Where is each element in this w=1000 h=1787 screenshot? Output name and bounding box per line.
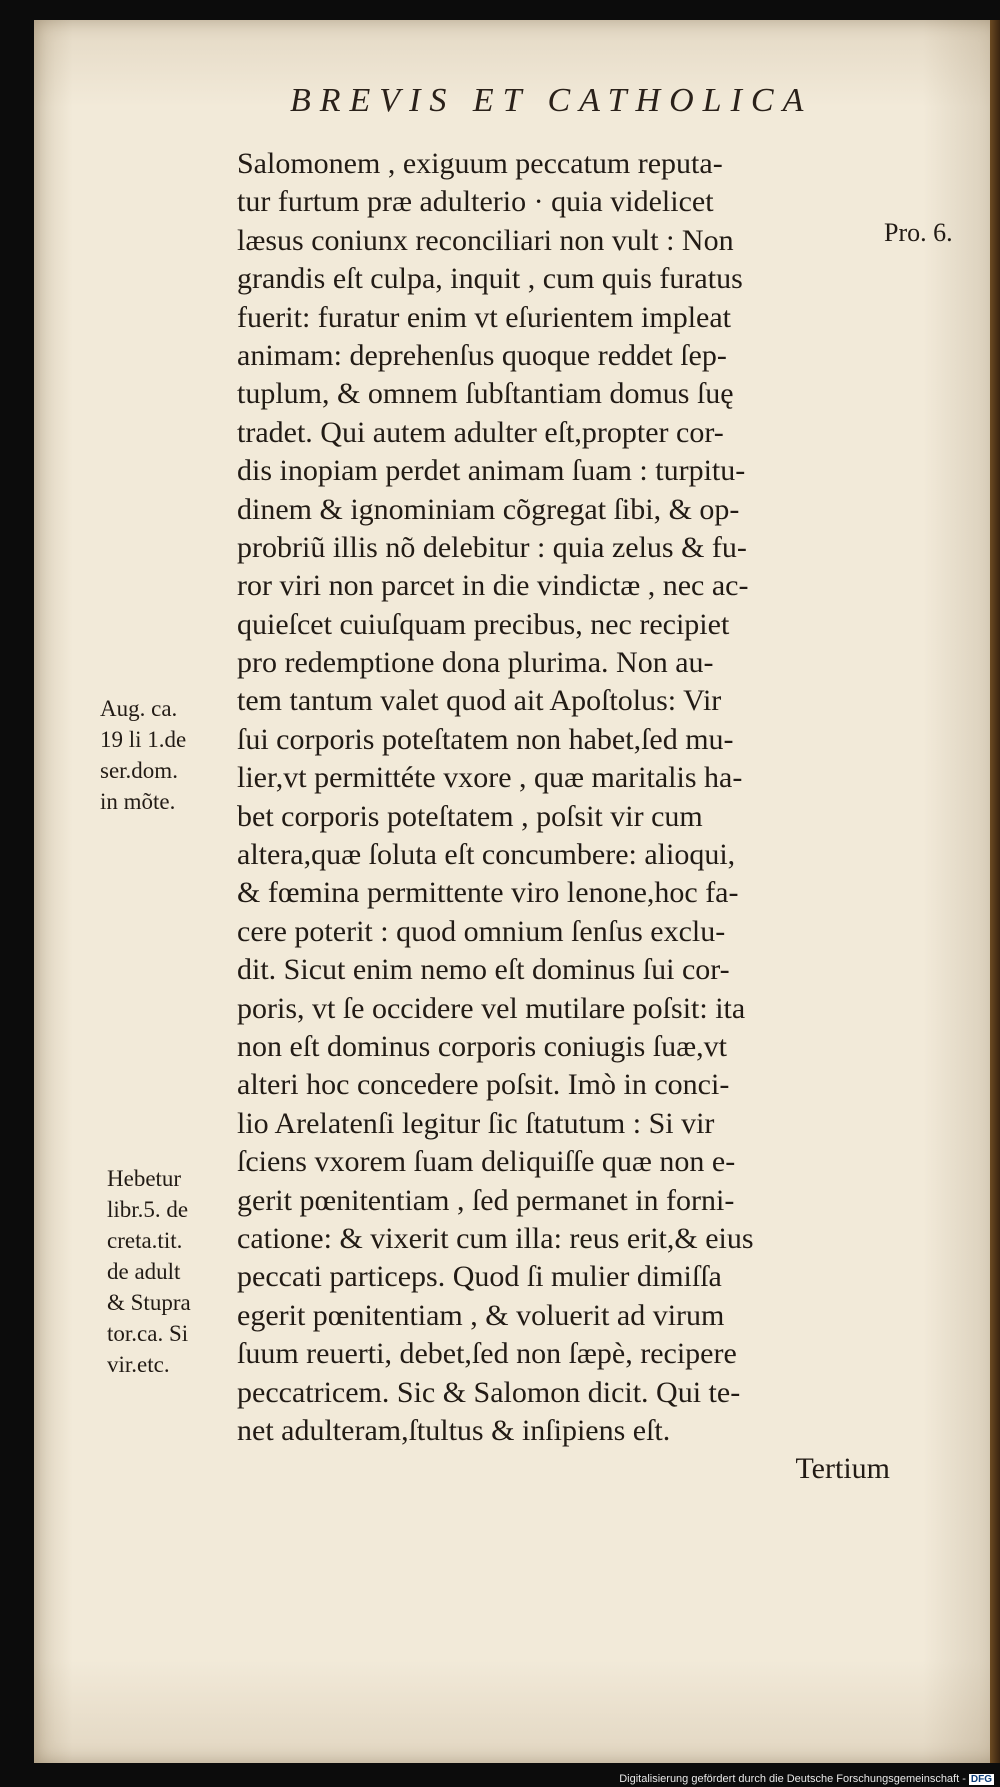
text-line: cere poterit : quod omnium ſenſus exclu- bbox=[237, 914, 726, 948]
text-line: alteri hoc concedere poſsit. Imò in conci- bbox=[237, 1068, 730, 1102]
text-line: bet corporis poteſtatem , poſsit vir cum bbox=[237, 799, 703, 833]
text-line: ſuum reuerti, debet,ſed non ſæpè, recipere bbox=[237, 1337, 737, 1371]
text-line: non eſt dominus corporis coniugis ſuæ,vt bbox=[237, 1029, 727, 1063]
margin-note-line: Aug. ca. bbox=[100, 696, 178, 721]
text-line: ſui corporis poteſtatem non habet,ſed mu- bbox=[237, 722, 734, 756]
margin-note-pro: Pro. 6. bbox=[884, 218, 953, 247]
dfg-logo: DFG bbox=[970, 1774, 992, 1785]
text-line: altera,quæ ſoluta eſt concumbere: alioqui, bbox=[237, 838, 736, 872]
margin-note-line: in mõte. bbox=[100, 789, 176, 814]
margin-note-line: & Stupra bbox=[107, 1290, 191, 1315]
margin-note-line: tor.ca. Si bbox=[107, 1321, 189, 1346]
text-line: ror viri non parcet in die vindictæ , nec ac- bbox=[237, 569, 749, 603]
margin-note-line: de adult bbox=[107, 1259, 181, 1284]
text-line: ſciens vxorem ſuam deliquiſſe quæ non e- bbox=[237, 1145, 736, 1179]
text-line: dit. Sicut enim nemo eſt dominus ſui cor- bbox=[237, 953, 730, 987]
margin-note-line: ser.dom. bbox=[100, 758, 178, 783]
footer-text: Digitalisierung gefördert durch die Deutsche Forschungsgemeinschaft - bbox=[619, 1773, 966, 1785]
text-line: animam: deprehenſus quoque reddet ſep- bbox=[237, 338, 727, 372]
margin-note-augustine bbox=[100, 693, 186, 817]
text-line: peccatricem. Sic & Salomon dicit. Qui te- bbox=[237, 1375, 741, 1409]
text-line: læsus coniunx reconciliari non vult : Non bbox=[237, 223, 734, 257]
text-line: & fœmina permittente viro lenone,hoc fa- bbox=[237, 876, 739, 910]
digitization-footer bbox=[619, 1773, 994, 1785]
text-line: probriũ illis nõ delebitur : quia zelus & fu- bbox=[237, 530, 747, 564]
body-text bbox=[237, 145, 892, 1489]
text-line: dinem & ignominiam cõgregat ſibi, & op- bbox=[237, 492, 740, 526]
margin-note-line: Hebetur bbox=[107, 1166, 182, 1191]
margin-note-line: libr.5. de bbox=[107, 1197, 189, 1222]
text-line: poris, vt ſe occidere vel mutilare poſsit: ita bbox=[237, 991, 746, 1025]
text-line: egerit pœnitentiam , & voluerit ad virum bbox=[237, 1298, 725, 1332]
text-line: tem tantum valet quod ait Apoſtolus: Vir bbox=[237, 684, 722, 718]
text-line: Salomonem , exiguum peccatum reputa- bbox=[237, 147, 723, 180]
book-spine-edge bbox=[990, 20, 1000, 1763]
text-line: tuplum, & omnem ſubſtantiam domus ſuę bbox=[237, 377, 734, 411]
text-line: peccati particeps. Quod ſi mulier dimiſſa bbox=[237, 1260, 722, 1294]
text-line: catione: & vixerit cum illa: reus erit,& eius bbox=[237, 1221, 754, 1255]
text-line: pro redemptione dona plurima. Non au- bbox=[237, 646, 714, 680]
text-line: dis inopiam perdet animam ſuam : turpitu- bbox=[237, 454, 746, 488]
text-line: tur furtum præ adulterio · quia videlicet bbox=[237, 185, 714, 219]
text-line: gerit pœnitentiam , ſed permanet in forni- bbox=[237, 1183, 735, 1217]
text-line: grandis eſt culpa, inquit , cum quis furatus bbox=[237, 262, 743, 296]
margin-note-line: creta.tit. bbox=[107, 1228, 183, 1253]
text-line: quieſcet cuiuſquam precibus, nec recipiet bbox=[237, 607, 730, 641]
margin-note-line: 19 li 1.de bbox=[100, 727, 187, 752]
running-head: BREVIS ET CATHOLICA bbox=[290, 82, 813, 119]
text-line: fuerit: furatur enim vt eſurientem impleat bbox=[237, 300, 731, 334]
catchword: Tertium bbox=[795, 1452, 890, 1486]
margin-note-hebetur bbox=[107, 1163, 191, 1380]
margin-note-line: vir.etc. bbox=[107, 1352, 170, 1377]
text-line: lio Arelatenſi legitur ſic ſtatutum : Si vir bbox=[237, 1106, 715, 1140]
text-line: tradet. Qui autem adulter eſt,propter cor- bbox=[237, 415, 724, 449]
text-line: net adulteram,ſtultus & inſipiens eſt. bbox=[237, 1413, 671, 1447]
text-line: lier,vt permittéte vxore , quæ maritalis ha- bbox=[237, 761, 743, 795]
